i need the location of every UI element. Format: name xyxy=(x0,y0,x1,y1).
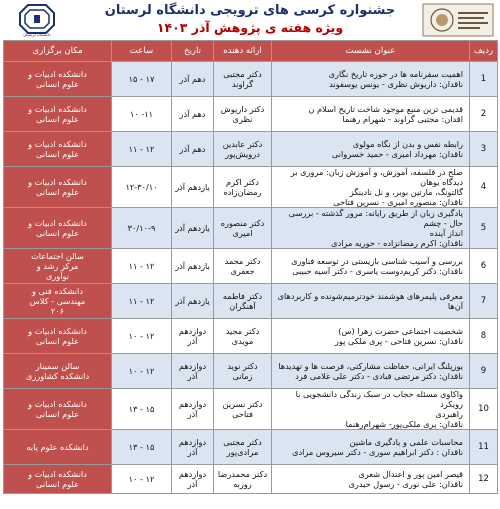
session-title xyxy=(272,389,470,430)
session-date-line: دوازدهم xyxy=(178,326,207,336)
session-date xyxy=(172,62,214,97)
session-title-line: اقدان: مجتبی گراوند - شهرام رهنما xyxy=(342,114,463,124)
presenter-name-line: مرادی‌پور xyxy=(226,447,259,457)
session-date-line: آذر xyxy=(187,409,198,419)
presenter-name-line: امیری xyxy=(232,228,253,238)
session-date xyxy=(172,465,214,494)
column-header-location: مکان برگزاری xyxy=(4,41,112,62)
session-title-line: یادگیری زبان از طریق رایانه: مرور گذشته - بررسی حال - چشم xyxy=(288,208,463,228)
session-title xyxy=(272,284,470,319)
session-title-line: بررسی و آسیب شناسی بازیستی در توسعه فناوری xyxy=(291,256,463,266)
table-row xyxy=(4,389,498,430)
session-title xyxy=(272,465,470,494)
session-location xyxy=(4,284,112,319)
session-location xyxy=(4,249,112,284)
session-location-line: دانشکده ادبیات و xyxy=(28,177,87,187)
session-location xyxy=(4,465,112,494)
session-time-line: ۳۰/۱۰-۹ xyxy=(127,223,156,233)
session-location-line: نوآوری xyxy=(45,271,70,281)
session-time-line: ۱۱- ۱۰ xyxy=(129,109,154,119)
column-header-date: تاریخ xyxy=(172,41,214,62)
session-title xyxy=(272,208,470,249)
presenter-name-line: فتاحی xyxy=(232,409,253,419)
session-title xyxy=(272,97,470,132)
session-location-line: علوم انسانی xyxy=(36,114,79,124)
presenter-name-line: رمضان‌زاده xyxy=(223,187,262,197)
session-time-line: ۱۲ - ۱۰ xyxy=(128,474,155,484)
session-location xyxy=(4,319,112,354)
presenter-name-line: دکتر مجید xyxy=(225,326,260,336)
session-location-line: دانشکده فنی و xyxy=(32,286,83,296)
session-location-line: سالن اجتماعات xyxy=(31,251,84,261)
session-title xyxy=(272,354,470,389)
row-index: 7 xyxy=(470,284,498,319)
session-location-line: دانشکده ادبیات و xyxy=(28,69,87,79)
presenter-name-line: دکتر نوید زمانی xyxy=(227,361,258,381)
session-title xyxy=(272,167,470,208)
session-date-line: دوازدهم xyxy=(178,361,207,371)
session-date-line: یازدهم آذر xyxy=(175,261,210,271)
session-date-line: آذر xyxy=(187,447,198,457)
table-row xyxy=(4,430,498,465)
row-index: 6 xyxy=(470,249,498,284)
session-date-line: دوازدهم xyxy=(178,437,207,447)
session-title-line: ناقدان : دکتر ابراهیم سوری - دکتر سیروس مرادی xyxy=(292,447,463,457)
session-time-line: ۱۲ - ۱۱ xyxy=(128,261,155,271)
schedule-table xyxy=(3,40,498,494)
presenter-name xyxy=(214,354,272,389)
session-time xyxy=(112,167,172,208)
session-title-line: راهبردی xyxy=(435,409,463,419)
session-title-line: انداز آینده xyxy=(429,228,463,238)
session-location-line: مرکز رشد و xyxy=(36,261,79,271)
presenter-name-line: دکتر اکرم xyxy=(226,177,259,187)
presenter-name-line: دکتر داریوش xyxy=(220,104,265,114)
column-header-idx: ردیف xyxy=(470,41,498,62)
row-index: 9 xyxy=(470,354,498,389)
session-title-line: ناقدان: اکرم رمضانزاده - حوریه مرادی xyxy=(331,238,463,248)
session-date-line: آذر xyxy=(187,371,198,381)
presenter-name-line: آهنگران xyxy=(229,301,256,311)
table-row xyxy=(4,249,498,284)
session-location-line: دانشکده ادبیات و xyxy=(28,399,87,409)
session-date-line: آذر xyxy=(187,479,198,489)
session-title-line: صلح در فلسفه، آموزش، و آموزش زبان: مروری بر دیدگاه یوهان xyxy=(290,167,463,187)
presenter-name-line: دکتر محمد xyxy=(224,256,261,266)
presenter-name xyxy=(214,167,272,208)
session-time xyxy=(112,319,172,354)
row-index: 12 xyxy=(470,465,498,494)
session-date xyxy=(172,97,214,132)
presenter-name xyxy=(214,430,272,465)
session-title-line: رابطه نفس و بدن از نگاه مولوی xyxy=(352,139,463,149)
session-title-line: واکاوی مسئله حجاب در سبک زندگی دانشجویی با رویکرد xyxy=(295,389,463,409)
presenter-name-line: درویش‌پور xyxy=(225,149,260,159)
session-title-line: ناقدان: علی نوری - رسول حیدری xyxy=(348,479,463,489)
session-title-line: شخصیت اجتماعی حضرت زهرا (س) xyxy=(338,326,463,336)
session-time-line: ۱۲ - ۱۰ xyxy=(128,366,155,376)
presenter-name xyxy=(214,465,272,494)
session-location-line: علوم انسانی xyxy=(36,479,79,489)
page-title: جشنواره کرسی های ترویجی دانشگاه لرستان xyxy=(104,3,396,18)
session-date xyxy=(172,132,214,167)
session-date-line: یازدهم آذر xyxy=(175,223,210,233)
session-location-line: ۲۰۶ xyxy=(50,306,65,316)
session-location-line: علوم انسانی xyxy=(36,228,79,238)
session-date xyxy=(172,319,214,354)
session-title-line: یوزپلنگ ایرانی، حفاظت مشارکتی، فرصت ها و تهدیدها xyxy=(278,361,463,371)
session-date xyxy=(172,354,214,389)
presenter-name-line: دکتر مجتبی xyxy=(223,437,262,447)
session-date-line: یازدهم آذر xyxy=(175,182,210,192)
logo-caption: دانشگاه لرستان xyxy=(23,32,51,37)
session-time xyxy=(112,389,172,430)
table-row xyxy=(4,208,498,249)
header xyxy=(0,0,500,40)
session-time xyxy=(112,430,172,465)
presenter-name-line: دکتر محمدرضا xyxy=(217,469,268,479)
presenter-name-line: دکتر منصوره xyxy=(220,218,265,228)
session-location-line: علوم انسانی xyxy=(36,409,79,419)
session-title-line: اهمیت سفرنامه ها در حوزه تاریخ نگاری xyxy=(328,69,463,79)
session-time-line: ۱۲ - ۱۰ xyxy=(128,331,155,341)
session-time xyxy=(112,354,172,389)
column-header-title: عنوان نشست xyxy=(272,41,470,62)
session-time xyxy=(112,97,172,132)
session-title-line: قیصر امین پور و اعتدال شعری xyxy=(358,469,463,479)
presenter-name xyxy=(214,249,272,284)
session-time xyxy=(112,284,172,319)
session-location xyxy=(4,97,112,132)
session-date-line: یازدهم آذر xyxy=(175,296,210,306)
session-location-line: دانشکده ادبیات و xyxy=(28,326,87,336)
row-index: 11 xyxy=(470,430,498,465)
session-location-line: علوم انسانی xyxy=(36,336,79,346)
session-date-line: دهم آذر xyxy=(179,109,206,119)
session-location xyxy=(4,354,112,389)
session-location-line: علوم انسانی xyxy=(36,79,79,89)
row-index: 10 xyxy=(470,389,498,430)
session-title-line: محاسبات علمی و یادگیری ماشین xyxy=(349,437,463,447)
session-time-line: ۱۵ - ۱۳ xyxy=(128,442,155,452)
session-location-line: مهندسی - کلاس xyxy=(29,296,86,306)
presenter-name-line: مویدی xyxy=(231,336,254,346)
session-title-line: ناقدان: نسرین فتاحی - پری ملکی پور xyxy=(334,336,463,346)
session-time xyxy=(112,465,172,494)
session-location-line: دانشکده علوم پایه xyxy=(26,442,89,452)
session-date xyxy=(172,249,214,284)
table-header-row xyxy=(4,41,498,62)
session-time xyxy=(112,132,172,167)
session-date-line: دهم آذر xyxy=(179,74,206,84)
session-date xyxy=(172,167,214,208)
session-location-line: دانشکده کشاورزی xyxy=(25,371,90,381)
session-title xyxy=(272,430,470,465)
table-row xyxy=(4,132,498,167)
session-time-line: ۱۷ - ۱۵ xyxy=(128,74,155,84)
session-title xyxy=(272,319,470,354)
presenter-name-line: نظری xyxy=(232,114,253,124)
session-title-line: ناقدان: مهرداد امیری - حمید خسروانی xyxy=(331,149,463,159)
session-date-line: دهم آذر xyxy=(179,144,206,154)
presenter-name-line: دکتر نسرین xyxy=(222,399,263,409)
session-location xyxy=(4,167,112,208)
presenter-name xyxy=(214,284,272,319)
presenter-name-line: روزبه xyxy=(233,479,252,489)
presenter-name xyxy=(214,132,272,167)
session-date-line: دوازدهم xyxy=(178,399,207,409)
session-title xyxy=(272,62,470,97)
session-title xyxy=(272,132,470,167)
session-location-line: دانشکده ادبیات و xyxy=(28,104,87,114)
session-location-line: سالن سمینار xyxy=(35,361,80,371)
presenter-name-line: جعفری xyxy=(230,266,255,276)
session-date xyxy=(172,389,214,430)
session-date-line: دوازدهم xyxy=(178,469,207,479)
session-title-line: ناقدان: منصوره امیری - نسرین فتاحی xyxy=(333,197,463,207)
university-logo-icon xyxy=(6,3,68,37)
session-time xyxy=(112,249,172,284)
session-title-line: ناقدان: دکتر مرتضی قبادی - دکتر علی غلامی فرد xyxy=(295,371,463,381)
presenter-name-line: دکتر عابدین xyxy=(222,139,263,149)
emblem-icon xyxy=(422,3,494,37)
presenter-name xyxy=(214,319,272,354)
table-row xyxy=(4,465,498,494)
session-title-line: ناقدان: داریوش نظری - یونس یوسفوند xyxy=(329,79,463,89)
row-index: 8 xyxy=(470,319,498,354)
column-header-presenter: ارائه دهنده xyxy=(214,41,272,62)
row-index: 2 xyxy=(470,97,498,132)
presenter-name-line: گراوند xyxy=(231,79,254,89)
page-subtitle: ویژه هفته ی پژوهش آذر ۱۴۰۳ xyxy=(156,20,344,35)
row-index: 1 xyxy=(470,62,498,97)
session-location xyxy=(4,132,112,167)
table-row xyxy=(4,62,498,97)
session-date xyxy=(172,430,214,465)
row-index: 5 xyxy=(470,208,498,249)
session-title-line: ناقدان: دکتر کریم‌دوست یاسری - دکتر آسیه حبیبی xyxy=(292,266,463,276)
session-time-line: ۱۲-۳۰/۱۰ xyxy=(125,182,158,192)
session-title xyxy=(272,249,470,284)
presenter-name xyxy=(214,208,272,249)
session-date xyxy=(172,208,214,249)
session-time xyxy=(112,62,172,97)
column-header-time: ساعت xyxy=(112,41,172,62)
session-title-line: معرفی پلیمرهای هوشمند خودترمیم‌شونده و کاربردهای آن‌ها xyxy=(277,291,463,311)
table-row xyxy=(4,319,498,354)
presenter-name-line: دکتر مجتبی xyxy=(223,69,262,79)
table-row xyxy=(4,284,498,319)
table-row xyxy=(4,97,498,132)
presenter-name xyxy=(214,62,272,97)
session-time xyxy=(112,208,172,249)
session-location xyxy=(4,389,112,430)
session-location-line: دانشکده ادبیات و xyxy=(28,139,87,149)
session-location xyxy=(4,430,112,465)
session-title-line: ناقدان: پری ملکی‌پور- شهرام‌رهنما xyxy=(345,419,463,429)
session-location xyxy=(4,208,112,249)
session-title-line: گالتونگ، مارتین بوبر، و نل نادینگز xyxy=(349,187,463,197)
session-location-line: علوم انسانی xyxy=(36,187,79,197)
session-location xyxy=(4,62,112,97)
row-index: 3 xyxy=(470,132,498,167)
table-row xyxy=(4,167,498,208)
session-time-line: ۱۵ - ۱۳ xyxy=(128,404,155,414)
session-time-line: ۱۲ - ۱۱ xyxy=(128,296,155,306)
session-location-line: دانشکده ادبیات و xyxy=(28,469,87,479)
session-date-line: آذر xyxy=(187,336,198,346)
session-date xyxy=(172,284,214,319)
table-row xyxy=(4,354,498,389)
presenter-name xyxy=(214,389,272,430)
row-index: 4 xyxy=(470,167,498,208)
session-time-line: ۱۲ - ۱۱ xyxy=(128,144,155,154)
session-location-line: علوم انسانی xyxy=(36,149,79,159)
presenter-name xyxy=(214,97,272,132)
session-title-line: قدیمی ترین منبع موجود شاخت تاریخ اسلام ن xyxy=(308,104,463,114)
presenter-name-line: دکتر فاطمه xyxy=(222,291,263,301)
session-location-line: دانشکده ادبیات و xyxy=(28,218,87,228)
